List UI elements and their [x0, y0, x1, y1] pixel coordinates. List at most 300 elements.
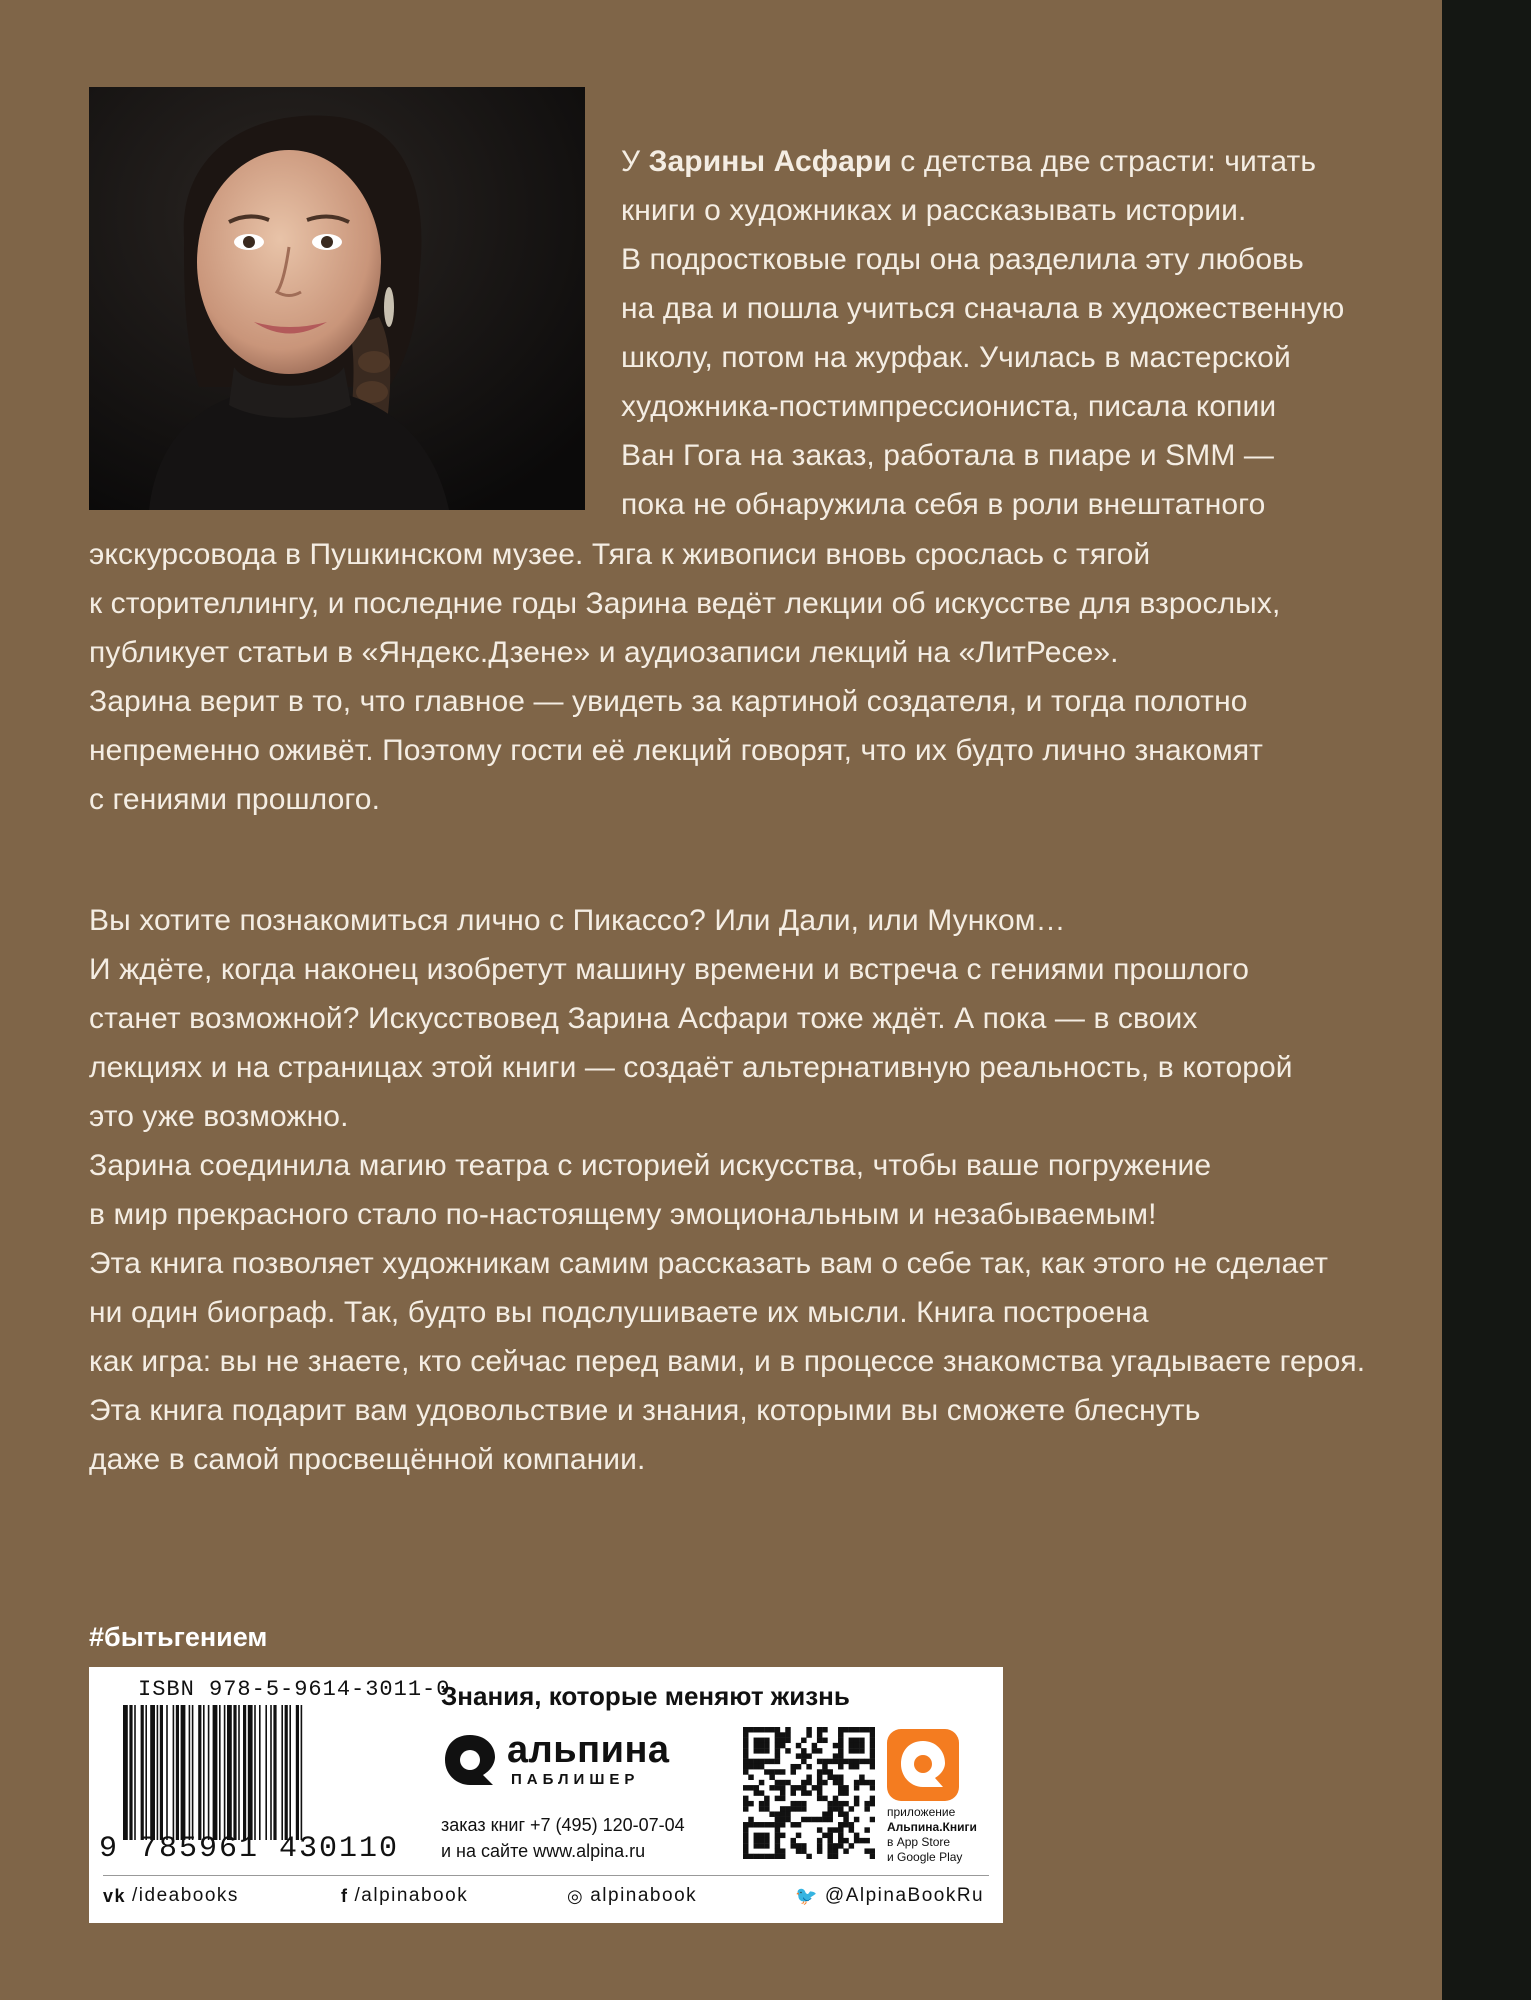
- qr-module: [791, 1822, 796, 1827]
- barcode-bar: [301, 1705, 303, 1840]
- qr-module: [854, 1833, 859, 1838]
- qr-module: [870, 1817, 875, 1822]
- qr-module: [822, 1769, 827, 1774]
- qr-module: [754, 1764, 759, 1769]
- qr-module: [801, 1806, 806, 1811]
- qr-module: [743, 1727, 748, 1732]
- qr-module: [843, 1822, 848, 1827]
- qr-module: [843, 1838, 848, 1843]
- qr-module: [822, 1764, 827, 1769]
- qr-module: [764, 1759, 769, 1764]
- qr-module: [870, 1732, 875, 1737]
- qr-module: [870, 1727, 875, 1732]
- qr-module: [843, 1785, 848, 1790]
- barcode-bar: [248, 1705, 253, 1840]
- qr-module: [775, 1780, 780, 1785]
- qr-module: [854, 1796, 859, 1801]
- qr-module: [743, 1796, 748, 1801]
- qr-module: [775, 1753, 780, 1758]
- social-facebook[interactable]: f /alpinabook: [341, 1885, 469, 1906]
- qr-module: [849, 1827, 854, 1832]
- qr-module: [748, 1817, 753, 1822]
- qr-module: [833, 1854, 838, 1859]
- qr-module: [859, 1759, 864, 1764]
- qr-module: [827, 1827, 832, 1832]
- barcode-bar: [129, 1705, 132, 1840]
- qr-module: [801, 1801, 806, 1806]
- barcode-bar: [227, 1705, 232, 1840]
- qr-module: [780, 1785, 785, 1790]
- qr-module: [817, 1838, 822, 1843]
- qr-module: [743, 1806, 748, 1811]
- qr-module: [769, 1785, 774, 1790]
- order-phone: заказ книг +7 (495) 120-07-04: [441, 1815, 685, 1835]
- qr-module: [780, 1796, 785, 1801]
- qr-module: [833, 1843, 838, 1848]
- qr-module: [743, 1769, 748, 1774]
- qr-module: [801, 1759, 806, 1764]
- qr-module: [801, 1848, 806, 1853]
- qr-module: [801, 1785, 806, 1790]
- qr-module: [843, 1848, 848, 1853]
- barcode-bar: [224, 1705, 226, 1840]
- qr-module: [785, 1738, 790, 1743]
- qr-module: [796, 1822, 801, 1827]
- qr-module: [743, 1743, 748, 1748]
- description-line: Вы хотите познакомиться лично с Пикассо? Или Дали, или Мунком…: [89, 904, 1066, 937]
- qr-module: [849, 1759, 854, 1764]
- qr-module: [864, 1727, 869, 1732]
- qr-module: [864, 1848, 869, 1853]
- description-line: Эта книга позволяет художникам самим рассказать вам о себе так, как этого не сделает: [89, 1247, 1329, 1280]
- divider: [103, 1875, 989, 1876]
- qr-module: [849, 1748, 854, 1753]
- barcode-bar: [173, 1705, 175, 1840]
- qr-module: [764, 1806, 769, 1811]
- qr-module: [838, 1727, 843, 1732]
- qr-module: [754, 1738, 759, 1743]
- qr-module: [838, 1748, 843, 1753]
- qr-module: [748, 1764, 753, 1769]
- qr-module: [870, 1854, 875, 1859]
- qr-module: [748, 1727, 753, 1732]
- qr-module: [764, 1743, 769, 1748]
- description-line: даже в самой просвещённой компании.: [89, 1443, 646, 1476]
- qr-module: [843, 1801, 848, 1806]
- qr-module: [743, 1732, 748, 1737]
- qr-module: [775, 1727, 780, 1732]
- qr-module: [843, 1817, 848, 1822]
- qr-module: [775, 1838, 780, 1843]
- qr-module: [843, 1790, 848, 1795]
- description-line: это уже возможно.: [89, 1100, 349, 1133]
- qr-module: [822, 1811, 827, 1816]
- qr-module: [838, 1811, 843, 1816]
- qr-module: [769, 1775, 774, 1780]
- qr-module: [822, 1796, 827, 1801]
- qr-module: [833, 1759, 838, 1764]
- qr-module: [817, 1790, 822, 1795]
- qr-module: [854, 1738, 859, 1743]
- qr-module: [796, 1848, 801, 1853]
- qr-module: [843, 1727, 848, 1732]
- qr-module: [743, 1854, 748, 1859]
- barcode-bar: [192, 1705, 194, 1840]
- qr-module: [817, 1775, 822, 1780]
- barcode-bar: [219, 1705, 221, 1840]
- social-vk[interactable]: vk /ideabooks: [103, 1885, 239, 1906]
- barcode-bar: [273, 1705, 276, 1840]
- qr-module: [743, 1753, 748, 1758]
- qr-module: [764, 1738, 769, 1743]
- qr-module: [796, 1801, 801, 1806]
- qr-module: [827, 1769, 832, 1774]
- qr-module: [812, 1817, 817, 1822]
- qr-module: [759, 1790, 764, 1795]
- qr-module: [838, 1822, 843, 1827]
- qr-module: [843, 1759, 848, 1764]
- facebook-icon: f: [341, 1885, 349, 1906]
- qr-module: [864, 1801, 869, 1806]
- bio-line: У Зарины Асфари с детства две страсти: читать: [621, 145, 1317, 178]
- description-line: Эта книга подарит вам удовольствие и знания, которыми вы сможете блеснуть: [89, 1394, 1201, 1427]
- qr-module: [775, 1748, 780, 1753]
- qr-module: [791, 1790, 796, 1795]
- qr-code: [743, 1727, 875, 1859]
- qr-module: [838, 1780, 843, 1785]
- qr-module: [806, 1790, 811, 1795]
- publisher-name: альпина: [507, 1729, 670, 1771]
- description-line: станет возможной? Искусствовед Зарина Асфари тоже ждёт. А пока — в своих: [89, 1002, 1198, 1035]
- publisher-subtitle: ПАБЛИШЕР: [511, 1771, 640, 1788]
- qr-module: [864, 1838, 869, 1843]
- author-name: Зарины Асфари: [648, 145, 892, 178]
- qr-module: [775, 1769, 780, 1774]
- qr-module: [759, 1727, 764, 1732]
- qr-module: [854, 1801, 859, 1806]
- qr-module: [827, 1848, 832, 1853]
- qr-module: [759, 1854, 764, 1859]
- description-line: лекциях и на страницах этой книги — создаёт альтернативную реальность, в которой: [89, 1051, 1293, 1084]
- qr-module: [754, 1759, 759, 1764]
- instagram-icon: ◎: [567, 1885, 585, 1906]
- qr-module: [806, 1753, 811, 1758]
- qr-module: [870, 1796, 875, 1801]
- qr-module: [743, 1827, 748, 1832]
- qr-module: [775, 1811, 780, 1816]
- barcode-bar: [189, 1705, 191, 1840]
- social-instagram[interactable]: ◎ alpinabook: [567, 1885, 698, 1906]
- qr-module: [817, 1748, 822, 1753]
- barcode-bar: [150, 1705, 155, 1840]
- qr-module: [838, 1790, 843, 1795]
- qr-module: [854, 1764, 859, 1769]
- qr-module: [849, 1727, 854, 1732]
- qr-module: [870, 1764, 875, 1769]
- qr-module: [838, 1785, 843, 1790]
- qr-module: [775, 1848, 780, 1853]
- qr-module: [775, 1785, 780, 1790]
- qr-module: [785, 1817, 790, 1822]
- qr-module: [859, 1780, 864, 1785]
- social-twitter[interactable]: 🐦 @AlpinaBookRu: [795, 1885, 985, 1906]
- qr-module: [817, 1732, 822, 1737]
- qr-module: [769, 1854, 774, 1859]
- qr-module: [764, 1727, 769, 1732]
- bio-line: школу, потом на журфак. Училась в мастерской: [621, 341, 1291, 374]
- qr-module: [838, 1764, 843, 1769]
- qr-module: [859, 1727, 864, 1732]
- qr-module: [827, 1811, 832, 1816]
- qr-module: [748, 1801, 753, 1806]
- qr-module: [838, 1753, 843, 1758]
- barcode-bar: [134, 1705, 136, 1840]
- qr-module: [817, 1769, 822, 1774]
- qr-module: [859, 1738, 864, 1743]
- qr-module: [854, 1743, 859, 1748]
- qr-module: [827, 1843, 832, 1848]
- qr-module: [759, 1801, 764, 1806]
- qr-module: [817, 1827, 822, 1832]
- qr-module: [754, 1822, 759, 1827]
- qr-module: [743, 1748, 748, 1753]
- barcode-bar: [141, 1705, 144, 1840]
- barcode-bar: [157, 1705, 159, 1840]
- qr-module: [833, 1753, 838, 1758]
- qr-module: [822, 1833, 827, 1838]
- description-line: Зарина соединила магию театра с историей искусства, чтобы ваше погружение: [89, 1149, 1212, 1182]
- barcode-number: 9 785961 430110: [99, 1832, 400, 1866]
- qr-module: [817, 1817, 822, 1822]
- qr-module: [806, 1732, 811, 1737]
- qr-module: [780, 1817, 785, 1822]
- qr-module: [791, 1801, 796, 1806]
- qr-module: [748, 1854, 753, 1859]
- qr-module: [775, 1759, 780, 1764]
- qr-module: [780, 1738, 785, 1743]
- qr-module: [754, 1743, 759, 1748]
- barcode-bar: [285, 1705, 288, 1840]
- author-bio-continued: [89, 530, 1389, 824]
- barcode-bar: [238, 1705, 240, 1840]
- qr-module: [759, 1748, 764, 1753]
- twitter-icon: 🐦: [795, 1885, 819, 1906]
- bio-line: книги о художниках и рассказывать истории.: [621, 194, 1247, 227]
- qr-module: [785, 1727, 790, 1732]
- qr-module: [791, 1769, 796, 1774]
- qr-module: [801, 1738, 806, 1743]
- qr-module: [870, 1780, 875, 1785]
- isbn-label: ISBN 978-5-9614-3011-0: [138, 1677, 451, 1702]
- qr-module: [764, 1854, 769, 1859]
- qr-module: [785, 1806, 790, 1811]
- qr-module: [754, 1838, 759, 1843]
- qr-module: [743, 1738, 748, 1743]
- qr-module: [775, 1732, 780, 1737]
- qr-module: [759, 1764, 764, 1769]
- qr-module: [817, 1759, 822, 1764]
- qr-module: [849, 1843, 854, 1848]
- qr-module: [764, 1833, 769, 1838]
- qr-module: [759, 1833, 764, 1838]
- qr-module: [780, 1848, 785, 1853]
- barcode-bar: [233, 1705, 236, 1840]
- qr-module: [801, 1748, 806, 1753]
- bio-line: Ван Гога на заказ, работала в пиаре и SMM —: [621, 439, 1274, 472]
- qr-module: [780, 1780, 785, 1785]
- qr-module: [743, 1759, 748, 1764]
- qr-module: [743, 1843, 748, 1848]
- qr-module: [822, 1727, 827, 1732]
- qr-module: [791, 1764, 796, 1769]
- qr-module: [827, 1817, 832, 1822]
- qr-module: [759, 1806, 764, 1811]
- qr-module: [812, 1785, 817, 1790]
- qr-module: [870, 1759, 875, 1764]
- barcode: [123, 1705, 413, 1840]
- qr-module: [775, 1827, 780, 1832]
- qr-module: [780, 1743, 785, 1748]
- qr-module: [833, 1743, 838, 1748]
- qr-module: [743, 1833, 748, 1838]
- qr-module: [833, 1848, 838, 1853]
- qr-module: [801, 1817, 806, 1822]
- qr-module: [791, 1838, 796, 1843]
- publisher-logo: [441, 1729, 681, 1789]
- qr-module: [743, 1764, 748, 1769]
- qr-module: [849, 1743, 854, 1748]
- qr-module: [775, 1843, 780, 1848]
- bio-line: художника-постимпрессиониста, писала копии: [621, 390, 1277, 423]
- bio-line: В подростковые годы она разделила эту любовь: [621, 243, 1304, 276]
- qr-module: [833, 1796, 838, 1801]
- qr-module: [775, 1817, 780, 1822]
- qr-module: [817, 1843, 822, 1848]
- qr-module: [806, 1764, 811, 1769]
- qr-module: [854, 1817, 859, 1822]
- qr-module: [870, 1848, 875, 1853]
- bio-line: с гениями прошлого.: [89, 783, 381, 816]
- bio-line: пока не обнаружила себя в роли внештатного: [621, 488, 1266, 521]
- description-line: И ждёте, когда наконец изобретут машину времени и встреча с гениями прошлого: [89, 953, 1250, 986]
- barcode-bar: [254, 1705, 256, 1840]
- alpina-app-icon: [887, 1729, 959, 1801]
- qr-module: [754, 1854, 759, 1859]
- qr-module: [822, 1759, 827, 1764]
- barcode-bar: [213, 1705, 218, 1840]
- qr-module: [864, 1806, 869, 1811]
- qr-module: [817, 1848, 822, 1853]
- bio-line: экскурсовода в Пушкинском музее. Тяга к живописи вновь срослась с тягой: [89, 538, 1151, 571]
- qr-module: [791, 1785, 796, 1790]
- qr-module: [764, 1801, 769, 1806]
- qr-module: [754, 1727, 759, 1732]
- qr-module: [769, 1727, 774, 1732]
- qr-module: [859, 1743, 864, 1748]
- qr-module: [817, 1785, 822, 1790]
- qr-module: [796, 1743, 801, 1748]
- qr-module: [854, 1785, 859, 1790]
- barcode-bar: [176, 1705, 179, 1840]
- description-line: в мир прекрасного стало по-настоящему эмоциональным и незабываемым!: [89, 1198, 1157, 1231]
- qr-module: [769, 1811, 774, 1816]
- book-spine: [1442, 0, 1531, 2000]
- qr-module: [870, 1801, 875, 1806]
- qr-module: [759, 1743, 764, 1748]
- publisher-slogan: Знания, которые меняют жизнь: [441, 1681, 850, 1711]
- description-line: как игра: вы не знаете, кто сейчас перед вами, и в процессе знакомства угадываете героя.: [89, 1345, 1366, 1378]
- qr-module: [838, 1775, 843, 1780]
- qr-module: [838, 1801, 843, 1806]
- qr-module: [775, 1833, 780, 1838]
- qr-module: [801, 1780, 806, 1785]
- barcode-bar: [243, 1705, 246, 1840]
- alpina-logo-icon: [441, 1731, 499, 1789]
- qr-module: [796, 1785, 801, 1790]
- qr-module: [812, 1743, 817, 1748]
- qr-module: [785, 1811, 790, 1816]
- qr-module: [870, 1738, 875, 1743]
- qr-module: [870, 1748, 875, 1753]
- qr-module: [827, 1854, 832, 1859]
- qr-module: [817, 1780, 822, 1785]
- author-photo: [89, 87, 585, 510]
- qr-module: [833, 1775, 838, 1780]
- qr-module: [775, 1738, 780, 1743]
- barcode-bar: [166, 1705, 168, 1840]
- qr-module: [759, 1838, 764, 1843]
- qr-module: [796, 1764, 801, 1769]
- qr-module: [838, 1806, 843, 1811]
- description-line: ни один биограф. Так, будто вы подслушиваете их мысли. Книга построена: [89, 1296, 1149, 1329]
- app-store-info: приложение Альпина.Книги в App Store и Google Play: [887, 1805, 977, 1864]
- qr-module: [833, 1801, 838, 1806]
- qr-module: [838, 1743, 843, 1748]
- order-info: [441, 1812, 685, 1864]
- qr-module: [864, 1759, 869, 1764]
- qr-module: [764, 1843, 769, 1848]
- qr-module: [796, 1843, 801, 1848]
- qr-module: [775, 1854, 780, 1859]
- qr-module: [775, 1822, 780, 1827]
- qr-module: [827, 1806, 832, 1811]
- qr-module: [764, 1822, 769, 1827]
- book-description: [89, 896, 1389, 1484]
- qr-module: [827, 1838, 832, 1843]
- qr-module: [791, 1843, 796, 1848]
- qr-module: [801, 1753, 806, 1758]
- qr-module: [759, 1843, 764, 1848]
- qr-module: [801, 1790, 806, 1795]
- qr-module: [775, 1743, 780, 1748]
- barcode-bar: [160, 1705, 163, 1840]
- qr-module: [796, 1806, 801, 1811]
- qr-module: [754, 1748, 759, 1753]
- qr-module: [780, 1833, 785, 1838]
- qr-module: [833, 1780, 838, 1785]
- barcode-bar: [203, 1705, 205, 1840]
- qr-module: [759, 1759, 764, 1764]
- qr-module: [854, 1838, 859, 1843]
- qr-module: [759, 1780, 764, 1785]
- qr-module: [838, 1833, 843, 1838]
- qr-module: [827, 1801, 832, 1806]
- barcode-bar: [208, 1705, 210, 1840]
- qr-module: [780, 1790, 785, 1795]
- qr-module: [854, 1759, 859, 1764]
- qr-module: [754, 1790, 759, 1795]
- qr-module: [838, 1838, 843, 1843]
